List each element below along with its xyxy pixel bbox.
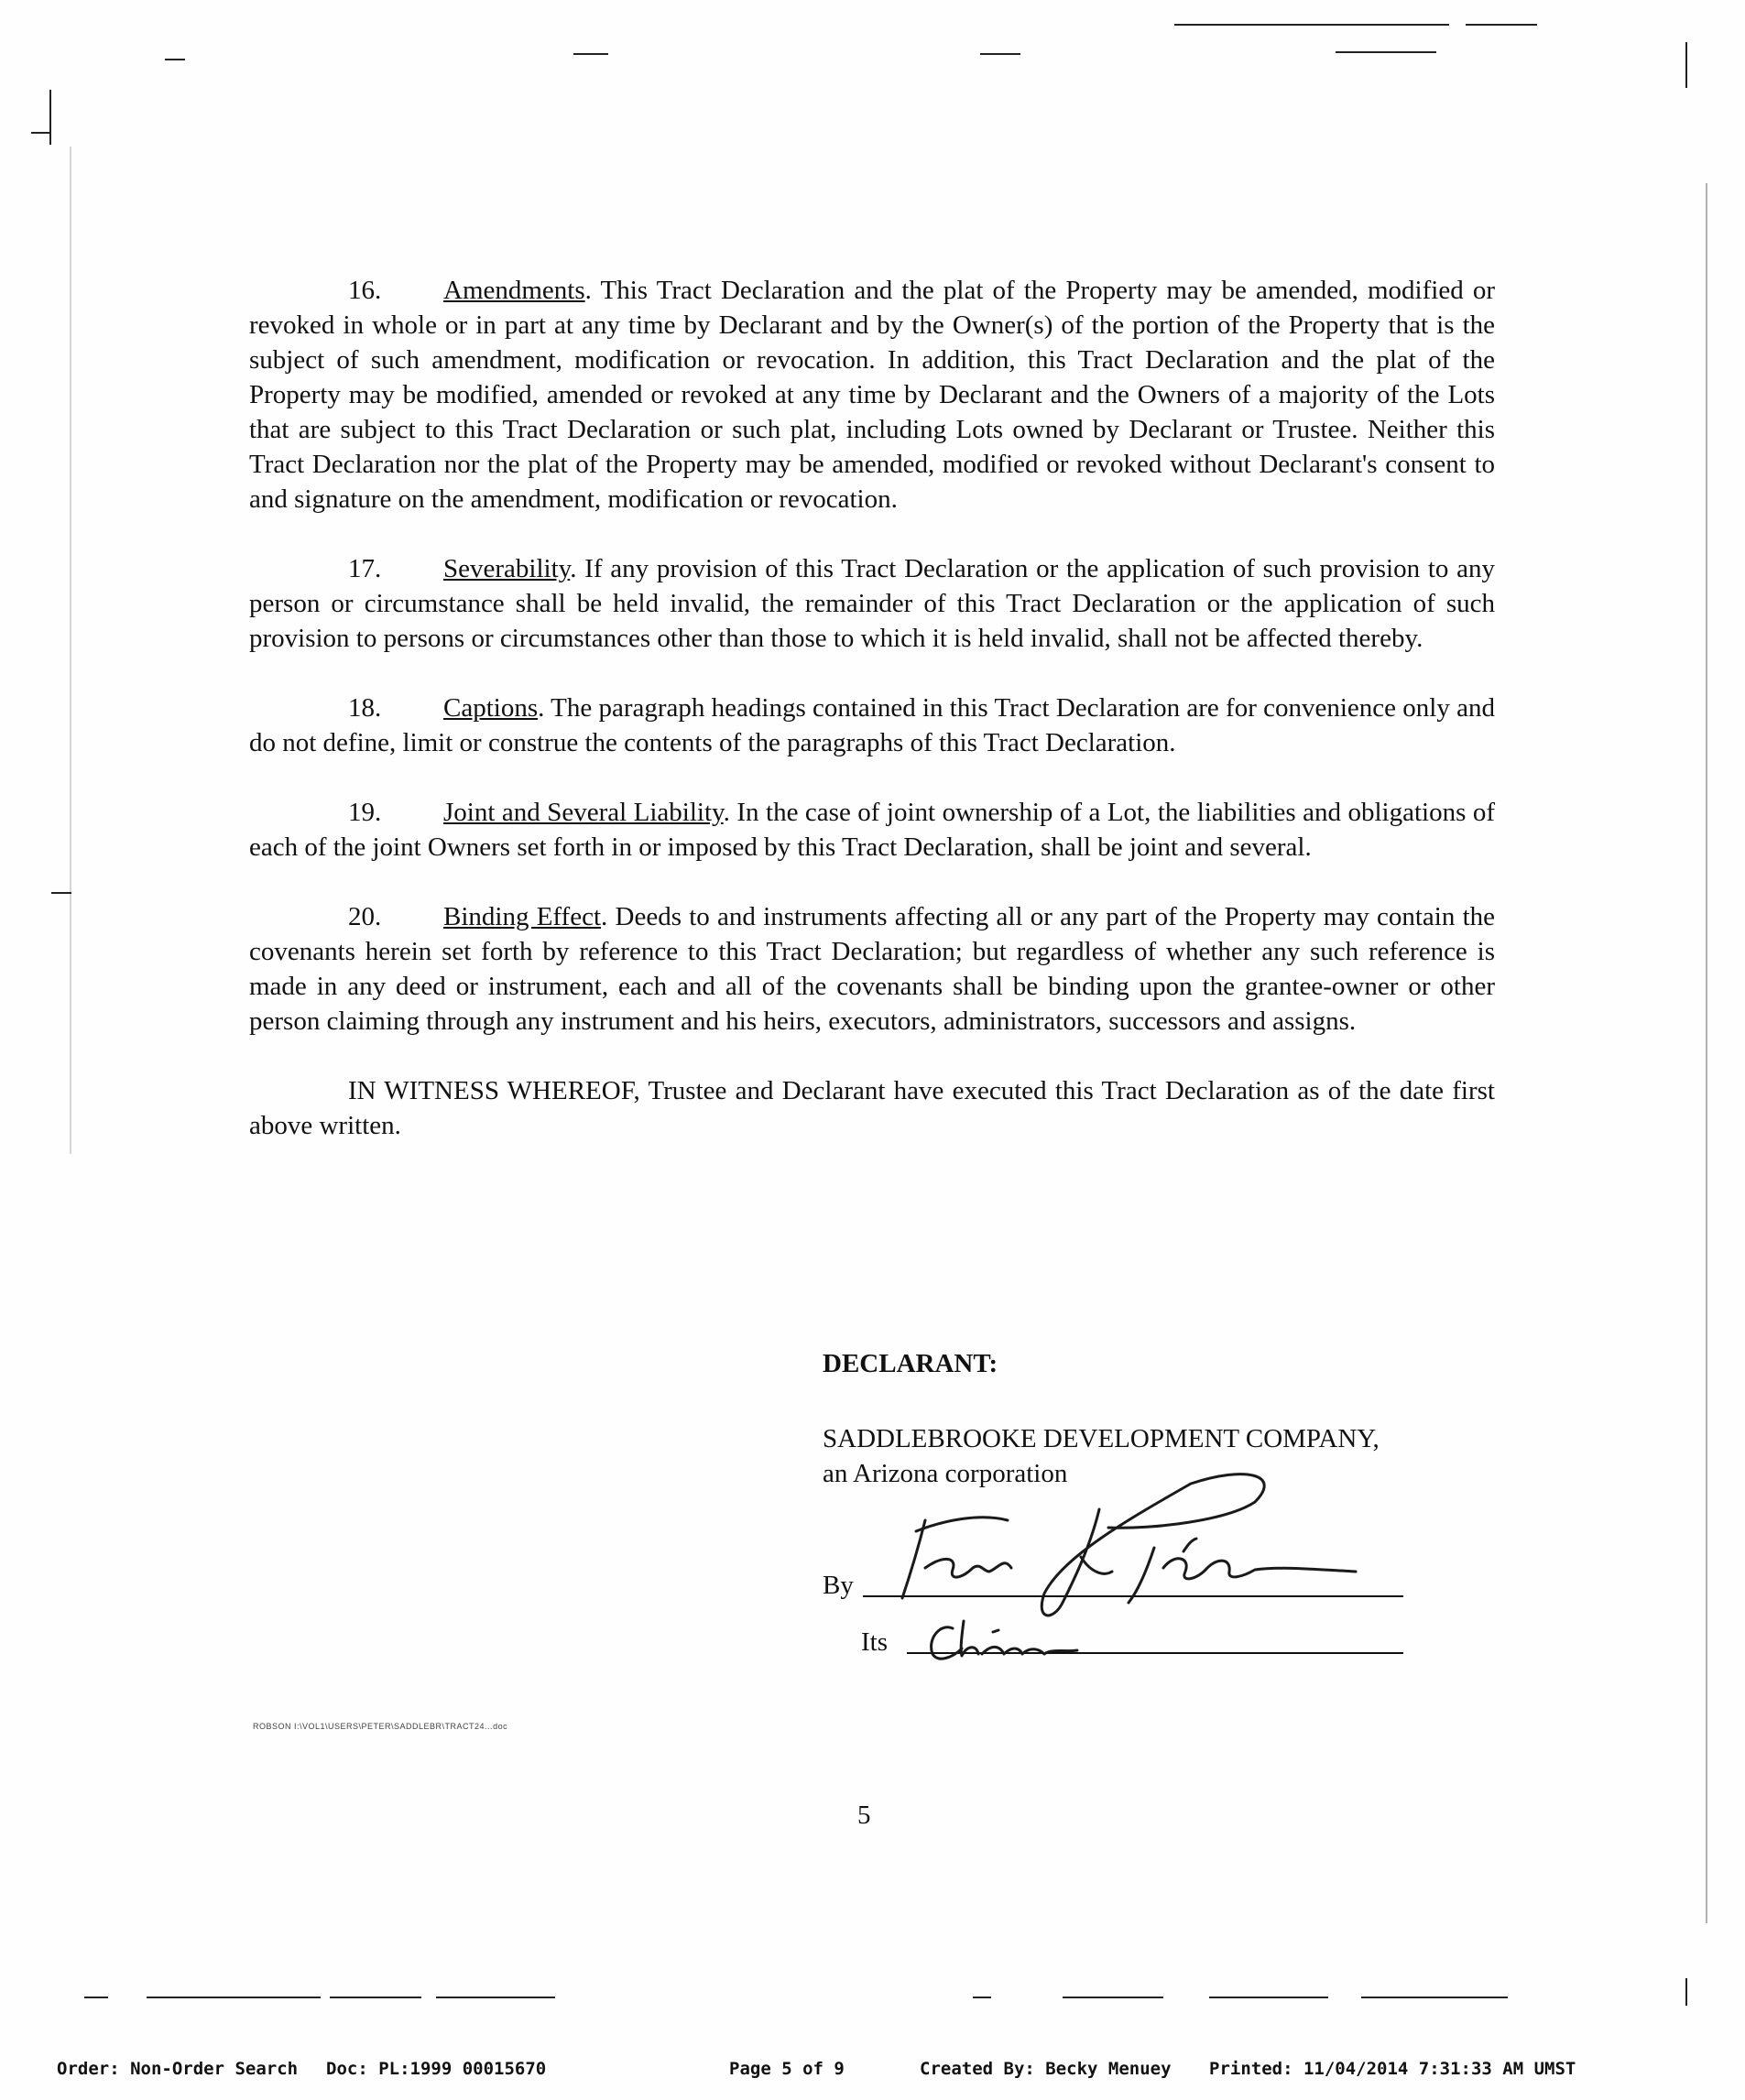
signature-stroke [1183,1539,1196,1551]
scan-mark [70,147,71,1154]
scan-mark [573,53,608,55]
paragraph-heading: Severability [443,554,571,583]
by-label: By [823,1571,854,1600]
signature-stroke [1129,1548,1154,1603]
scan-mark [31,132,51,134]
footer-printed: Printed: 11/04/2014 7:31:33 AM UMST [1209,2059,1576,2079]
scan-mark [1685,42,1687,88]
footer-page: Page 5 of 9 [729,2059,845,2079]
scan-mark [436,1997,555,1998]
paragraph-17 [249,551,1495,656]
paragraph-text: . Deeds to and instruments affecting all or any part of the Property may contain the covenants herein set forth by reference to this Tract Declaration; but regardless of whether any such reference is made in any deed or instrument, each and all of the covenants shall be binding upon the grantee-owner or other person claiming through any instrument and his heirs, executors, administrators, successors and assigns. [249,902,1495,1036]
scan-mark [1174,24,1449,26]
scan-mark [147,1997,321,1998]
scan-mark [165,59,185,60]
declarant-title: DECLARANT: [823,1349,998,1378]
print-footer [0,2051,1745,2088]
paragraph-16 [249,273,1495,517]
signature-stroke [925,1559,1011,1577]
witness-clause: IN WITNESS WHEREOF, Trustee and Declarant have executed this Tract Declaration as of the date first above written. [249,1076,1495,1140]
signature-stroke [1081,1557,1112,1573]
paragraph-heading: Amendments [443,276,585,305]
scan-mark [84,1997,108,1998]
scan-mark [1209,1997,1328,1998]
paragraph-number: 16. [348,276,382,305]
paragraph-20 [249,899,1495,1039]
paragraph-text: . This Tract Declaration and the plat of the Property may be amended, modified or revoked in whole or in part at any time by Declarant and by the Owner(s) of the portion of the Property that is the subject of such amendment, modification or revocation. In addition, this Tract Declaration and the plat of the Property may be modified, amended or revoked at any time by Declarant and the Owners of a majority of the Lots that are subject to this Tract Declaration or such plat, including Lots owned by Declarant or Trustee. Neither this Tract Declaration nor the plat of the Property may be amended, modified or revoked without Declarant's consent to and signature on the amendment, modification or revocation. [249,276,1495,514]
paragraph-heading: Captions [443,693,539,723]
scan-mark [1466,24,1537,26]
scan-mark [1361,1997,1508,1998]
paragraph-text: . The paragraph headings contained in this Tract Declaration are for convenience only and do not define, limit or construe the contents of the paragraphs of this Tract Declaration. [249,693,1495,757]
scan-mark [1706,183,1707,1923]
scan-mark [1063,1997,1163,1998]
page-number: 5 [857,1801,871,1830]
footer-created-by: Created By: Becky Menuey [920,2059,1172,2079]
paragraph-number: 20. [348,902,382,931]
signature-stroke [1163,1559,1356,1579]
signature-stroke [1042,1474,1264,1616]
paragraph-text: . In the case of joint ownership of a Lot, the liabilities and obligations of each of the joint Owners set forth in or imposed by this Tract Declaration, shall be joint and several. [249,798,1496,862]
signature-stroke [916,1518,1008,1531]
scan-mark [49,90,51,145]
paragraph-number: 17. [348,554,382,583]
signature-stroke [902,1520,925,1598]
scan-mark [330,1997,421,1998]
its-stroke [993,1630,998,1632]
document-body [249,273,1495,1143]
company-name: SADDLEBROOKE DEVELOPMENT COMPANY, [823,1424,1380,1453]
paragraph-18 [249,691,1495,760]
scan-mark [1336,51,1436,53]
its-stroke [961,1621,978,1656]
file-path-reference: ROBSON I:\VOL1\USERS\PETER\SADDLEBR\TRACT24...doc [253,1722,508,1731]
title-line [907,1652,1403,1654]
paragraph-number: 19. [348,798,382,827]
scan-mark [1685,1978,1687,2006]
footer-doc: Doc: PL:1999 00015670 [326,2059,547,2079]
paragraph-text: . If any provision of this Tract Declaration or the application of such provision to any person or circumstance shall be held invalid, the remainder of this Tract Declaration or the application of such provision to persons or circumstances other than those to which it is held invalid, shall not be affected thereby. [249,554,1495,653]
scan-mark [973,1997,991,1998]
corporation-type: an Arizona corporation [823,1459,1068,1488]
paragraph-number: 18. [348,693,382,723]
scan-mark [51,892,71,894]
scan-mark [980,53,1020,55]
paragraph-heading: Binding Effect [443,902,602,931]
footer-order: Order: Non-Order Search [57,2059,299,2079]
paragraph-19 [249,795,1495,865]
signature-line [863,1595,1403,1597]
its-label: Its [861,1627,888,1657]
paragraph-heading: Joint and Several Liability [443,798,724,827]
